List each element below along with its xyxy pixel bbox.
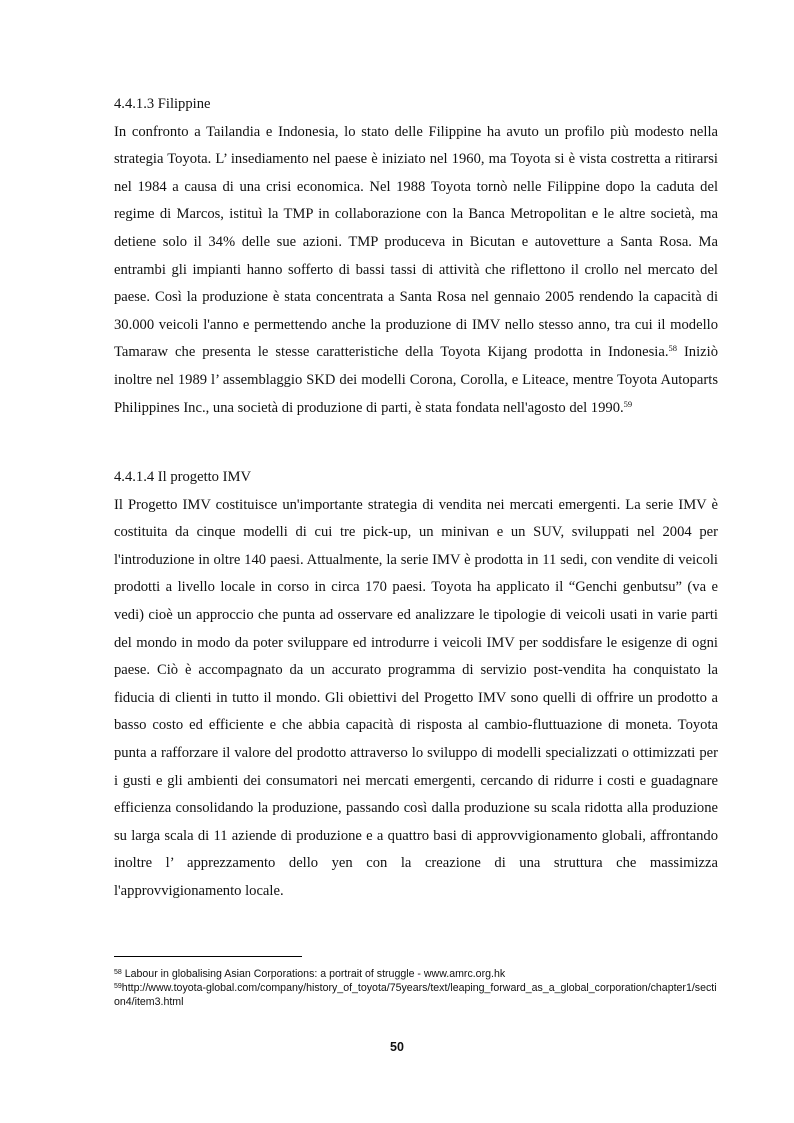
paragraph-text: In confronto a Tailandia e Indonesia, lo stato delle Filippine ha avuto un profilo più modesto nella strategia Toyota. L’ insediamento nel paese è iniziato nel 1960, ma Toyota si è vista costretta a ritirarsi nel 1984 a causa di una crisi economica. Nel 1988 Toyota tornò nelle Filippine dopo la caduta del regime di Marcos, istituì la TMP in collaborazione con la Banca Metropolitan e le altre società, ma detiene solo il 34% delle sue azioni. TMP produceva in Bicutan e autovetture a Santa Rosa. Ma entrambi gli impianti hanno sofferto di bassi tassi di attività che riflettono il crollo nel mercato del paese. Così la produzione è stata concentrata a Santa Rosa nel gennaio 2005 rendendo la capacità di 30.000 veicoli l'anno e permettendo anche la produzione di IMV nello stesso anno, tra cui il modello Tamaraw che presenta le stesse caratteristiche della Toyota Kijang prodotta in Indonesia. (114, 123, 718, 361)
footnote-link[interactable]: http://www.toyota-global.com/company/history_of_toyota/75years/text/leaping_forward_as_a_global_corporation/chapter1/section4/item3.html (114, 982, 717, 1009)
footnote-separator (114, 956, 302, 957)
footnote-58 (114, 967, 718, 981)
footnote-number: 58 (114, 969, 122, 976)
footnote-number: 59 (114, 983, 122, 991)
section-progetto-imv (114, 464, 718, 906)
footnote-ref-59[interactable]: 59 (623, 398, 633, 409)
footnote-59 (114, 981, 718, 1009)
footnote-ref-58[interactable]: 58 (668, 343, 677, 354)
section-heading: 4.4.1.4 Il progetto IMV (114, 469, 252, 485)
paragraph-text-continued: Iniziò inoltre nel 1989 l’ assemblaggio SKD dei modelli Corona, Corolla, e Liteace, mentre Toyota Autoparts Philippines Inc., una società di produzione di parti, è stata fondata nell'agosto del 1990. (114, 344, 718, 416)
page-number: 50 (390, 1040, 404, 1054)
section-heading: 4.4.1.3 Filippine (114, 96, 211, 112)
body-paragraph (114, 119, 718, 423)
footnotes (114, 967, 718, 1010)
footnote-text: Labour in globalising Asian Corporations: a portrait of struggle - www.amrc.org.hk (121, 968, 506, 980)
body-paragraph: Il Progetto IMV costituisce un'importante strategia di vendita nei mercati emergenti. La serie IMV è costituita da cinque modelli di cui tre pick-up, un minivan e un SUV, sviluppati nel 2004 per l'introduzione in oltre 140 paesi. Attualmente, la serie IMV è prodotta in 11 sedi, con vendite di veicoli prodotti a livello locale in corso in circa 170 paesi. Toyota ha applicato il “Genchi genbutsu” (va e vedi) cioè un approccio che punta ad osservare ed analizzare le tipologie di veicoli usati in varie parti del mondo in modo da poter sviluppare ed introdurre i veicoli IMV per soddisfare le esigenze di ogni paese. Ciò è accompagnato da un accurato programma di servizio post-vendita ha conquistato la fiducia di clienti in tutto il mondo. Gli obiettivi del Progetto IMV sono quelli di offrire un prodotto a basso costo ed efficiente e che abbia capacità di risposta al cambio-fluttuazione di moneta. Toyota punta a rafforzare il valore del prodotto attraverso lo sviluppo di modelli specializzati o ottimizzati per i gusti e gli ambienti dei consumatori nei mercati emergenti, cercando di ridurre i costi e guadagnare efficienza consolidando la produzione, passando così dalla produzione su scala ridotta alla produzione su larga scala di 11 aziende di produzione e a quattro basi di approvvigionamento globali, affrontando inoltre l’ apprezzamento dello yen con la creazione di una struttura che massimizza l'approvvigionamento locale. (114, 496, 718, 899)
section-filippine (114, 91, 718, 422)
